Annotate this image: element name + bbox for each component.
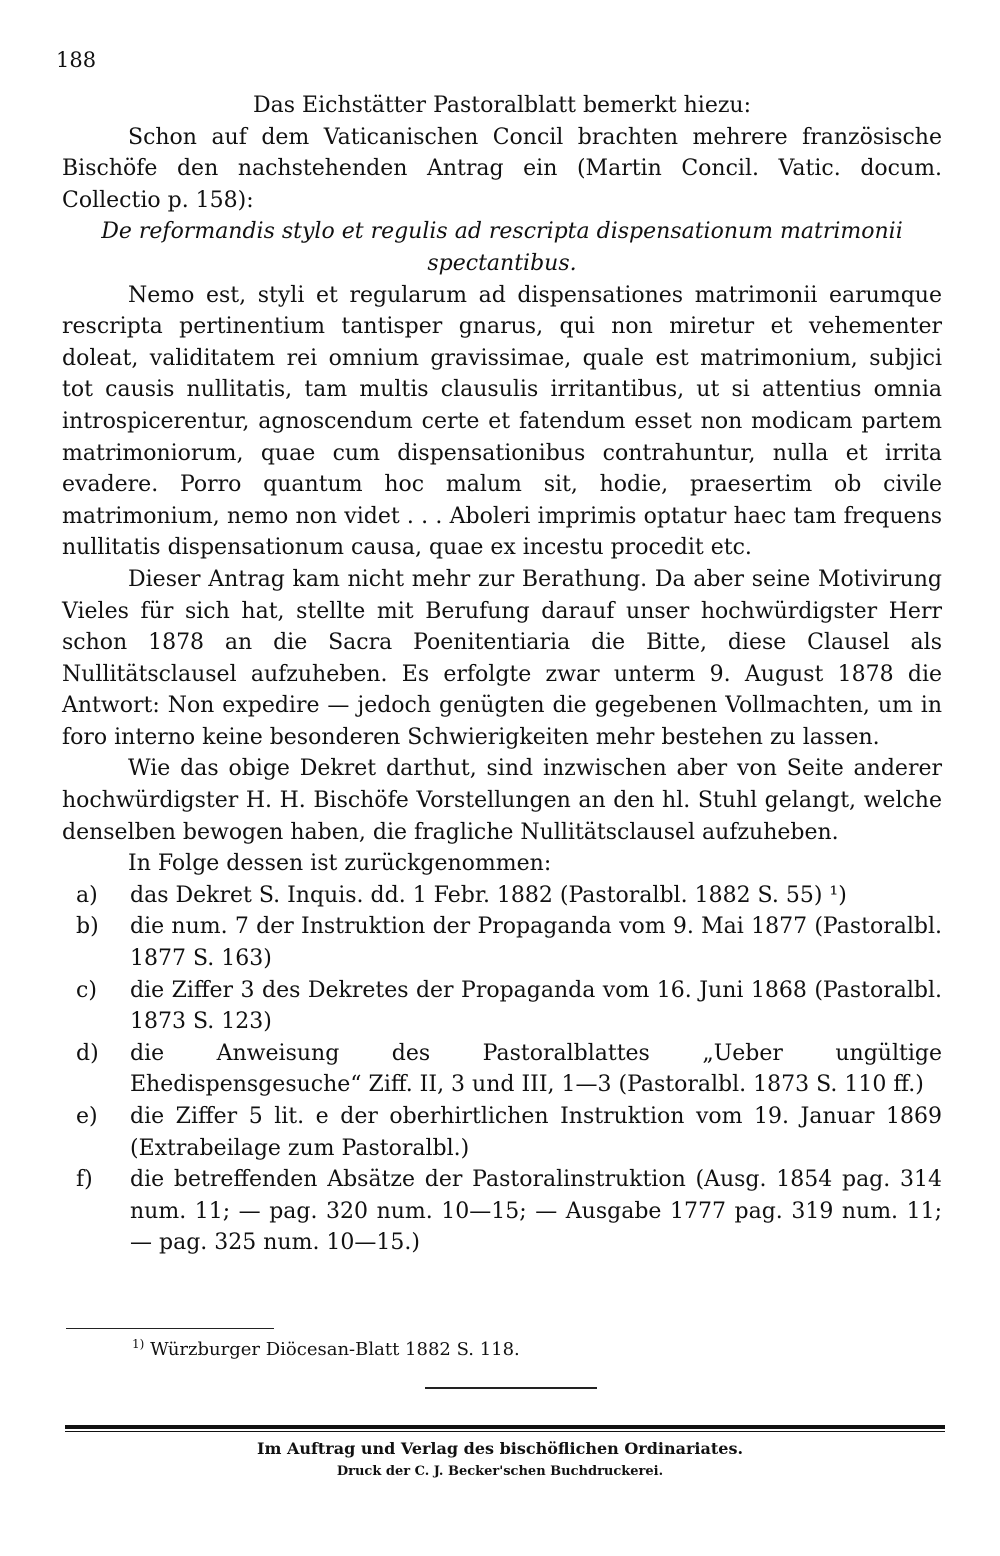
list-item-label: e) bbox=[76, 1104, 98, 1129]
revoked-list bbox=[62, 880, 942, 1259]
paragraph-dekret: Wie das obige Dekret darthut, sind inzwischen aber von Seite anderer hochwürdigster H. H. Bischöfe Vorstellungen an den hl. Stuhl gelangt, welche denselben bewogen haben, die fragliche Nullitätsclausel aufzuheben. bbox=[62, 756, 942, 845]
footnote bbox=[132, 1337, 520, 1360]
list-item-label: d) bbox=[76, 1040, 99, 1066]
end-rule bbox=[425, 1387, 597, 1389]
paragraph-folge: In Folge dessen ist zurückgenommen: bbox=[128, 851, 552, 877]
bottom-rule-thick bbox=[65, 1425, 945, 1429]
list-item-text: das Dekret S. Inquis. dd. 1 Febr. 1882 (Pastoralbl. 1882 S. 55) ¹) bbox=[130, 882, 847, 908]
list-item-label: b) bbox=[76, 914, 99, 940]
list-item-text: die num. 7 der Instruktion der Propaganda vom 9. Mai 1877 (Pastoralbl. 1877 S. 163) bbox=[130, 914, 942, 972]
main-text bbox=[62, 90, 942, 1259]
list-item-label: a) bbox=[76, 882, 98, 908]
heading: Das Eichstätter Pastoralblatt bemerkt hiezu: bbox=[252, 93, 752, 118]
bottom-rule-thin bbox=[65, 1431, 945, 1432]
list-item-text: die betreffenden Absätze der Pastoralinstruktion (Ausg. 1854 pag. 314 num. 11; — pag. 320 num. 10—15; — Ausgabe 1777 pag. 319 num. 11; — pag. 325 num. 10—15.) bbox=[130, 1167, 942, 1256]
list-item bbox=[62, 1038, 942, 1101]
intro-paragraph: Schon auf dem Vaticanischen Concil brachten mehrere französische Bischöfe den nachstehenden Antrag ein (Martin Concil. Vatic. docum. Collectio p. 158): bbox=[62, 124, 942, 213]
list-item-text: die Ziffer 5 lit. e der oberhirtlichen Instruktion vom 19. Januar 1869 (Extrabeilage zum Pastoralbl.) bbox=[130, 1104, 942, 1161]
latin-title: De reformandis stylo et regulis ad rescripta dispensationum matrimonii spectantibus. bbox=[101, 219, 903, 276]
list-item-label: c) bbox=[76, 977, 97, 1003]
list-item bbox=[62, 880, 942, 912]
list-item bbox=[62, 1101, 942, 1164]
list-item bbox=[62, 1164, 942, 1259]
page-number: 188 bbox=[56, 48, 97, 72]
imprint-publisher: Im Auftrag und Verlag des bischöflichen Ordinariates. bbox=[256, 1439, 744, 1458]
list-item-text: die Anweisung des Pastoralblattes „Ueber ungültige Ehedispensgesuche“ Ziff. II, 3 und III, 1—3 (Pastoralbl. 1873 S. 110 ff.) bbox=[130, 1040, 942, 1098]
footnote-divider bbox=[66, 1328, 274, 1329]
imprint-printer: Druck der C. J. Becker'schen Buchdruckerei. bbox=[336, 1464, 664, 1479]
list-item-label: f) bbox=[76, 1167, 93, 1193]
latin-body: Nemo est, styli et regularum ad dispensationes matrimonii earumque rescripta pertinentium tantisper gnarus, qui non miretur et vehementer doleat, validitatem rei omnium gravissimae, quale est matrimonium, subjici tot causis nullitatis, tam multis clausulis irritantibus, ut si attentius omnia introspicerentur, agnoscendum certe et fatendum esset non modicam partem matrimoniorum, quae cum dispensationibus contrahuntur, nulla et irrita evadere. Porro quantum hoc malum sit, hodie, praesertim ob civile matrimonium, nemo non videt . . . Aboleri imprimis optatur haec tam frequens nullitatis dispensationum causa, quae ex incestu procedit etc. bbox=[62, 282, 942, 561]
paragraph-antrag: Dieser Antrag kam nicht mehr zur Berathung. Da aber seine Motivirung Vieles für sich hat, stellte mit Berufung darauf unser hochwürdigster Herr schon 1878 an die Sacra Poenitentiaria die Bitte, diese Clausel als Nullitätsclausel aufzuheben. Es erfolgte zwar unterm 9. August 1878 die Antwort: Non expedire — jedoch genügten die gegebenen Vollmachten, um in foro interno keine besonderen Schwierigkeiten mehr bestehen zu lassen. bbox=[62, 566, 942, 750]
list-item-text: die Ziffer 3 des Dekretes der Propaganda vom 16. Juni 1868 (Pastoralbl. 1873 S. 123) bbox=[130, 977, 942, 1035]
list-item bbox=[62, 911, 942, 974]
list-item bbox=[62, 975, 942, 1038]
footnote-text: Würzburger Diöcesan-Blatt 1882 S. 118. bbox=[150, 1339, 520, 1360]
footnote-mark: 1) bbox=[132, 1337, 145, 1351]
